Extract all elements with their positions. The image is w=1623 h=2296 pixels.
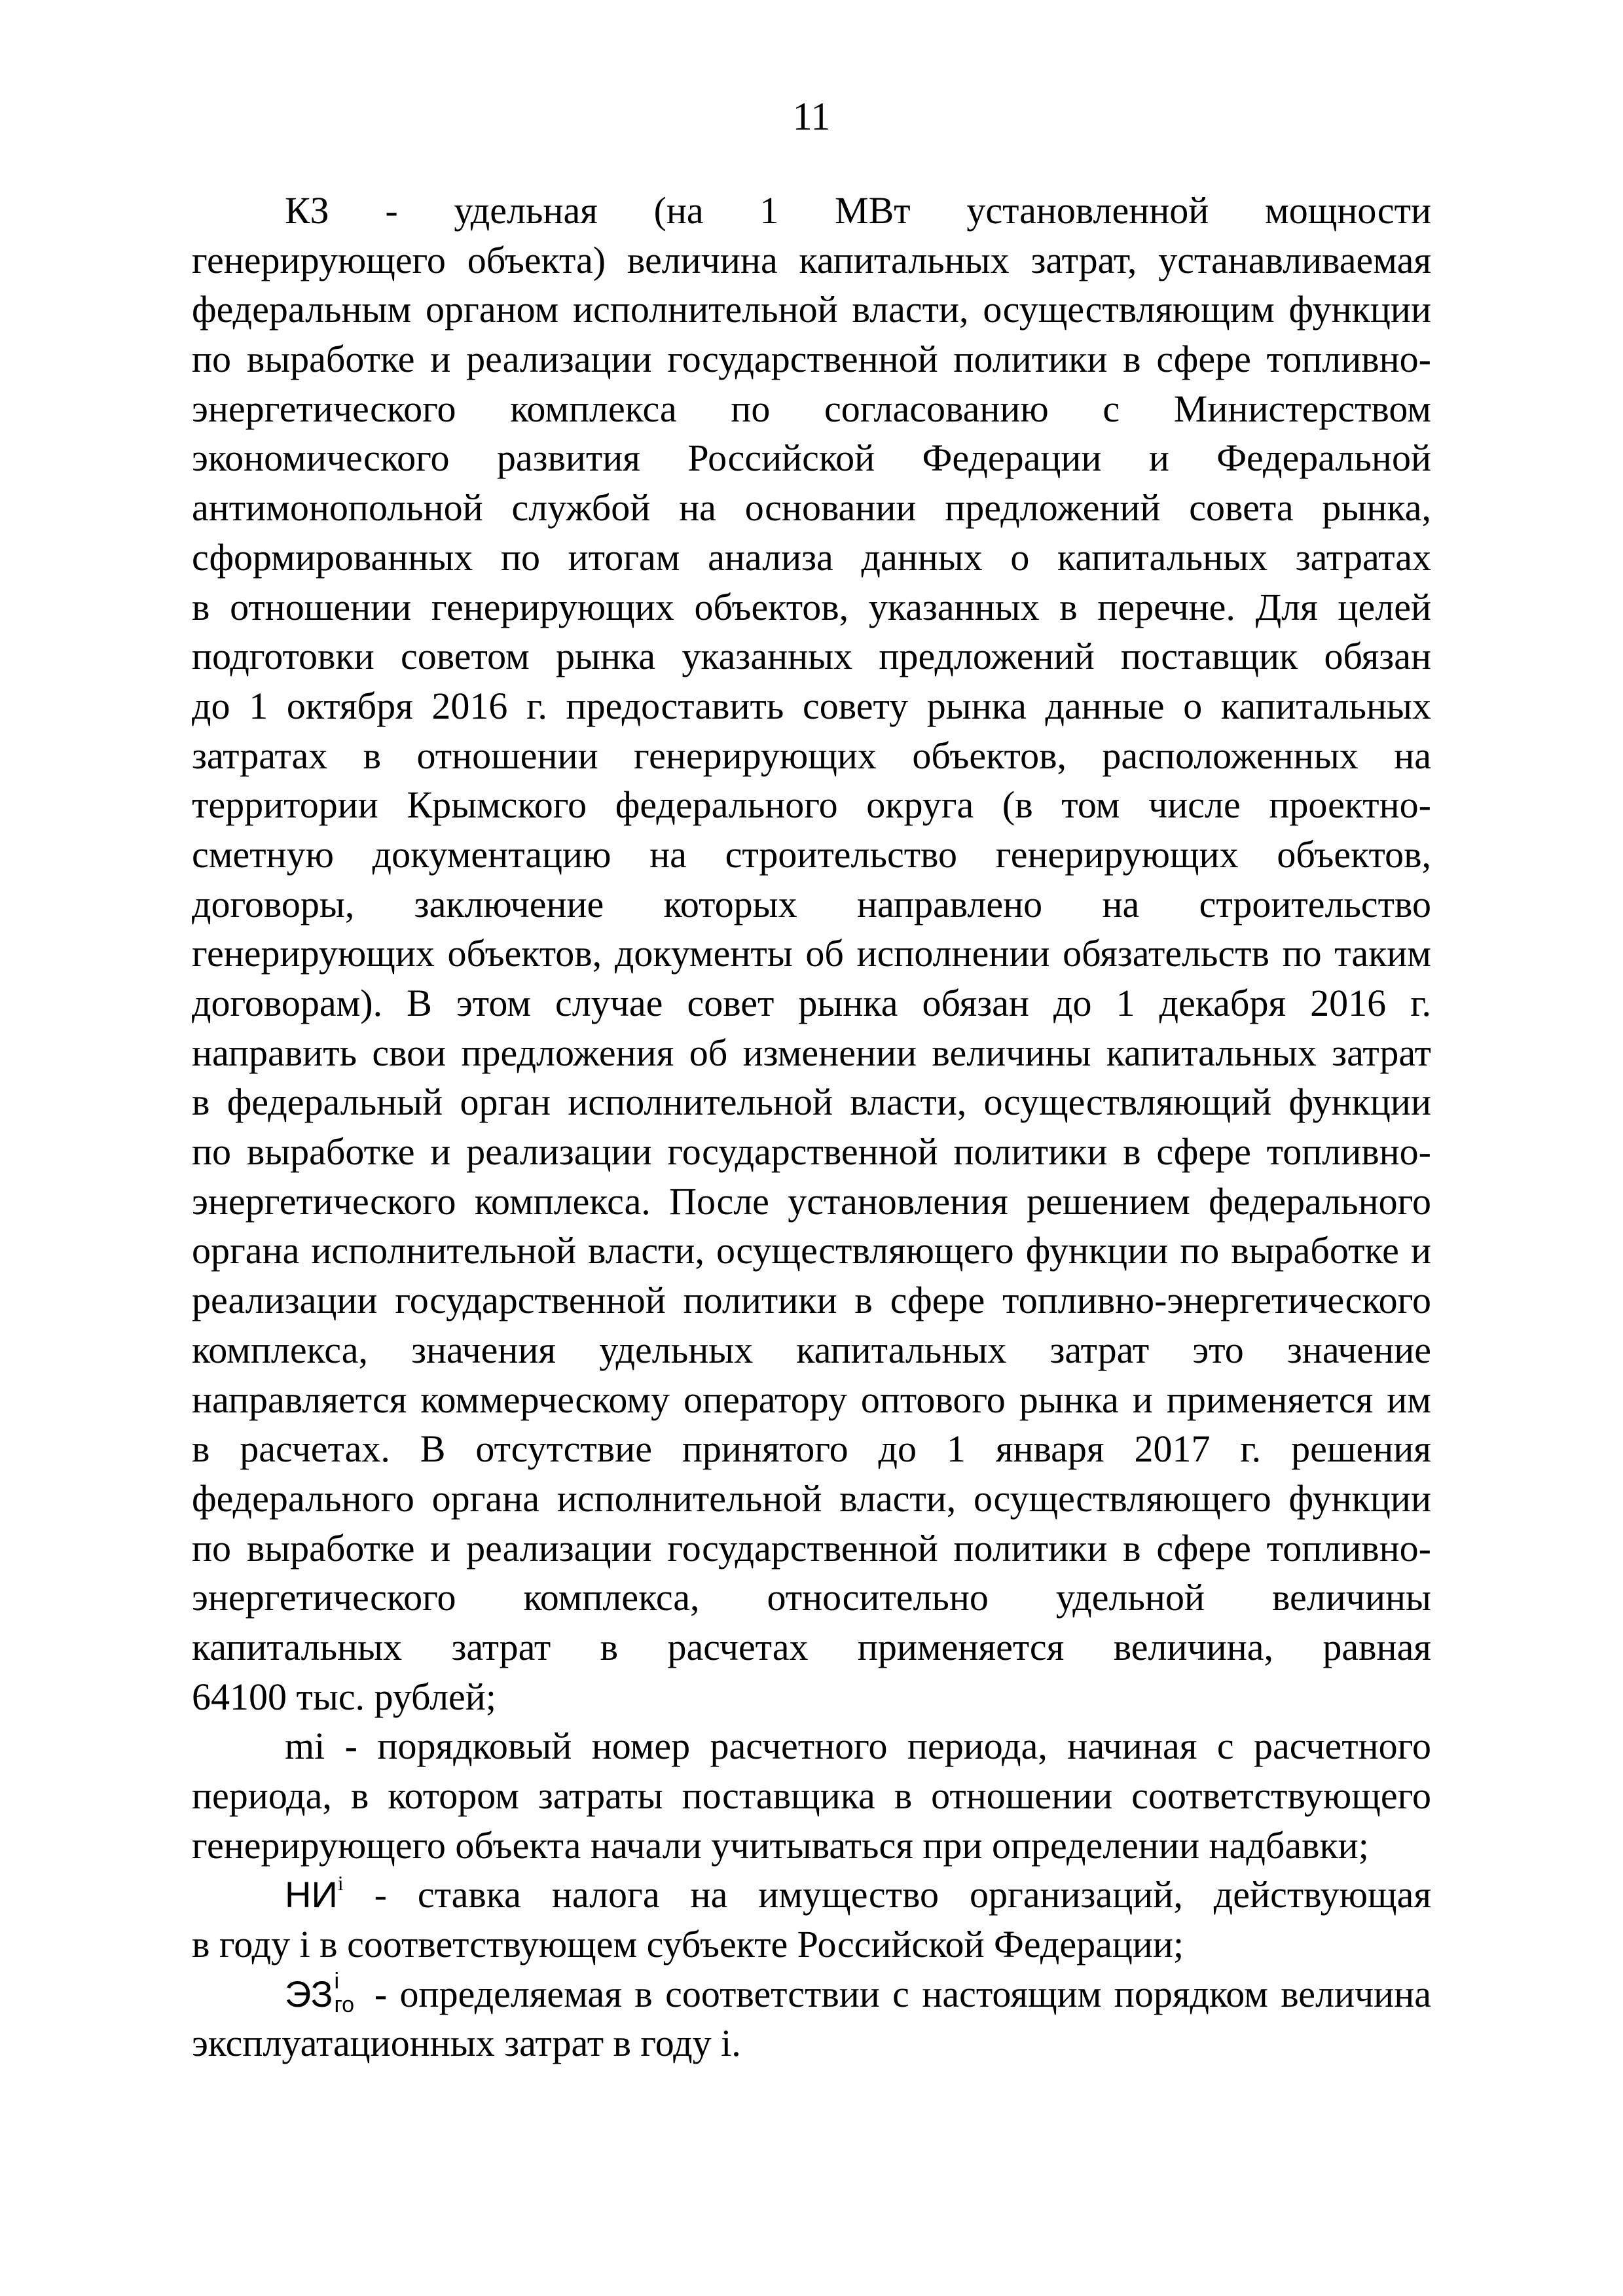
- formula-symbol: НИ: [285, 1874, 338, 1916]
- text-line: эксплуатационных затрат в году i.: [192, 2022, 741, 2065]
- formula-indices: [333, 1969, 361, 2018]
- text-line: по выработке и реализации государственной политики в сфере топливно-: [192, 1526, 1431, 1570]
- text-line: энергетического комплекса, относительно удельной величины: [192, 1576, 1431, 1619]
- text-line: направить свои предложения об изменении величины капитальных затрат: [192, 1031, 1431, 1074]
- text-line: капитальных затрат в расчетах применяется величина, равная: [192, 1625, 1431, 1668]
- text-line: подготовки советом рынка указанных предложений поставщик обязан: [192, 635, 1431, 678]
- text-line-content: - ставка налога на имущество организаций, действующая: [343, 1873, 1431, 1916]
- text-line: антимонопольной службой на основании предложений совета рынка,: [192, 486, 1431, 529]
- text-line: mi - порядковый номер расчетного периода, начиная с расчетного: [285, 1725, 1431, 1768]
- text-line: по выработке и реализации государственной политики в сфере топливно-: [192, 1130, 1431, 1174]
- text-line: направляется коммерческому оператору оптового рынка и применяется им: [192, 1378, 1431, 1421]
- text-line: экономического развития Российской Федерации и Федеральной: [192, 437, 1431, 480]
- text-line: генерирующих объектов, документы об исполнении обязательств по таким: [192, 932, 1431, 975]
- formula-symbol: ЭЗ: [285, 1973, 333, 2015]
- text-line: 64100 тыс. рублей;: [192, 1675, 496, 1718]
- text-line: договоры, заключение которых направлено на строительство: [192, 882, 1431, 925]
- text-line: КЗ - удельная (на 1 МВт установленной мощности: [285, 189, 1431, 232]
- text-line: генерирующего объекта) величина капитальных затрат, устанавливаемая: [192, 238, 1431, 281]
- text-line: затратах в отношении генерирующих объектов, расположенных на: [192, 734, 1431, 777]
- text-line: в расчетах. В отсутствие принятого до 1 января 2017 г. решения: [192, 1427, 1431, 1471]
- text-line: комплекса, значения удельных капитальных затрат это значение: [192, 1328, 1431, 1371]
- formula-superscript: i: [334, 1969, 340, 1994]
- document-body: [192, 186, 1431, 2068]
- text-line: территории Крымского федерального округа (в том числе проектно-: [192, 783, 1431, 827]
- formula-subscript: го: [334, 1992, 355, 2018]
- text-line: энергетического комплекса. После установления решением федерального: [192, 1179, 1431, 1223]
- text-line: периода, в котором затраты поставщика в отношении соответствующего: [192, 1774, 1431, 1817]
- text-line: органа исполнительной власти, осуществляющего функции по выработке и: [192, 1229, 1431, 1272]
- text-line: в году i в соответствующем субъекте Российской Федерации;: [192, 1923, 1184, 1966]
- formula-superscript: i: [337, 1871, 344, 1895]
- text-line: генерирующего объекта начали учитываться при определении надбавки;: [192, 1823, 1369, 1867]
- text-line: сформированных по итогам анализа данных о капитальных затратах: [192, 535, 1431, 579]
- text-line: федеральным органом исполнительной власти, осуществляющим функции: [192, 288, 1431, 331]
- text-line: сметную документацию на строительство генерирующих объектов,: [192, 833, 1431, 876]
- text-line: федерального органа исполнительной власти, осуществляющего функции: [192, 1477, 1431, 1520]
- text-line: договорам). В этом случае совет рынка обязан до 1 декабря 2016 г.: [192, 982, 1431, 1024]
- page-number: 11: [792, 95, 831, 138]
- text-line: до 1 октября 2016 г. предоставить совету рынка данные о капитальных: [192, 684, 1431, 727]
- text-line: в федеральный орган исполнительной власти, осуществляющий функции: [192, 1081, 1431, 1124]
- text-line: [192, 1870, 1431, 1920]
- text-line: энергетического комплекса по согласованию с Министерством: [192, 387, 1431, 430]
- text-line: реализации государственной политики в сфере топливно-энергетического: [192, 1279, 1431, 1322]
- text-line-content: - определяемая в соответствии с настоящим порядком величина: [361, 1972, 1431, 2015]
- text-line: в отношении генерирующих объектов, указанных в перечне. Для целей: [192, 585, 1431, 628]
- text-line: [192, 1969, 1431, 2019]
- text-line: по выработке и реализации государственной политики в сфере топливно-: [192, 338, 1431, 381]
